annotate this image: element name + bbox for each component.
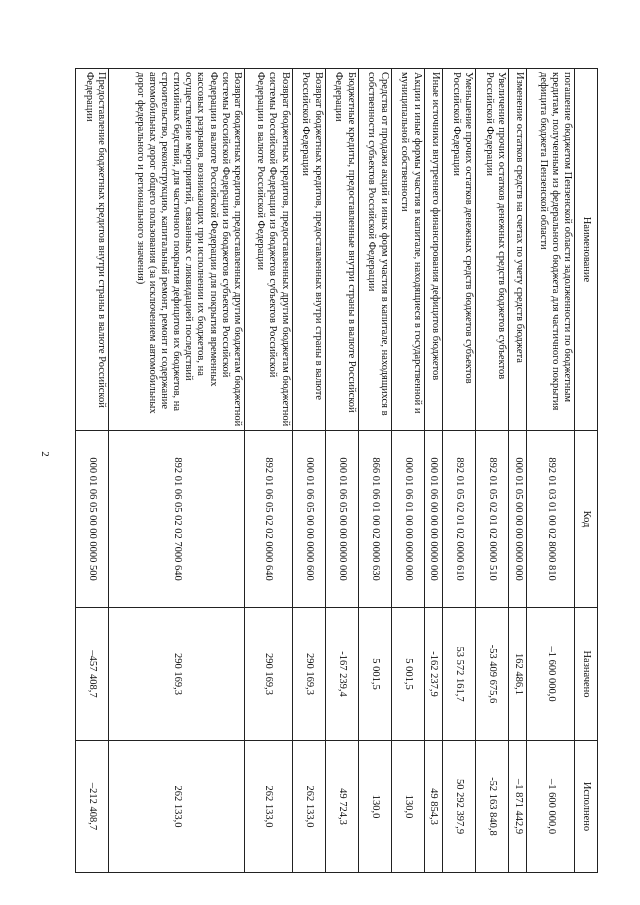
row-code: 892 01 06 05 02 02 0000 640 (244, 431, 292, 608)
row-executed: 49 724,3 (325, 741, 358, 873)
table-row (508, 69, 526, 873)
row-code: 866 01 06 01 00 02 0000 630 (358, 431, 391, 608)
row-code: 000 01 06 05 00 00 0000 000 (325, 431, 358, 608)
row-code: 892 01 06 05 02 02 7000 640 (109, 431, 245, 608)
row-executed: 130,0 (358, 741, 391, 873)
table-header-row (575, 69, 598, 873)
row-name: погашение бюджетом Пензенской области задолженности по бюджетным кредитам, полученным из федерального бюджета для частичного покрытия дефицита бюджета Пензенской области (527, 69, 575, 431)
row-code: 000 01 05 00 00 00 0000 000 (508, 431, 526, 608)
row-planned: -162 237,9 (424, 608, 442, 741)
budget-sources-table (75, 68, 598, 873)
row-planned: 290 169,3 (244, 608, 292, 741)
row-executed: 130,0 (391, 741, 424, 873)
row-executed: 262 133,0 (292, 741, 325, 873)
column-header-planned: Назначено (575, 608, 598, 741)
row-executed: 262 133,0 (244, 741, 292, 873)
row-executed: –1 600 000,0 (527, 741, 575, 873)
row-planned: -53 409 675,6 (475, 608, 508, 741)
row-executed: 50 292 397,9 (442, 741, 475, 873)
row-code: 892 01 05 02 01 02 0000 610 (442, 431, 475, 608)
table-row (527, 69, 575, 873)
row-name: Средства от продажи акций и иных форм участия в капитале, находящихся в собственности субъектов Российской Федерации (358, 69, 391, 431)
row-code: 892 01 03 01 00 02 8000 810 (527, 431, 575, 608)
column-header-name: Наименование (575, 69, 598, 431)
table-row (424, 69, 442, 873)
row-executed: –212 408,7 (76, 741, 109, 873)
row-planned: 53 572 161,7 (442, 608, 475, 741)
row-planned: 290 169,3 (109, 608, 245, 741)
row-code: 000 01 06 00 00 00 0000 000 (424, 431, 442, 608)
table-row (109, 69, 245, 873)
row-name: Бюджетные кредиты, предоставленные внутри страны в валюте Российской Федерации (325, 69, 358, 431)
row-planned: 162 486,1 (508, 608, 526, 741)
row-name: Возврат бюджетных кредитов, предоставленных другим бюджетам бюджетной системы Российской Федерации из бюджетов субъектов Российской Федерации в валюте Российской Федерации для покрытия временных кассовых разрывов, возникающих при исполнении их бюджетов, на осуществление мероприятий, связанных с ликвидацией последствий стихийных бедствий, для частичного покрытия дефицитов их бюджетов, на строительство, реконструкцию, капитальный ремонт, ремонт и содержание автомобильных дорог общего пользования (за исключением автомобильных дорог федерального и регионального значения) (109, 69, 245, 431)
row-name: Предоставление бюджетных кредитов внутри страны в валюте Российской Федерации (76, 69, 109, 431)
row-name: Возврат бюджетных кредитов, предоставленных другим бюджетам бюджетной системы Российской Федерации из бюджетов субъектов Российской Федерации в валюте Российской Федерации (244, 69, 292, 431)
budget-table-rotated (75, 68, 598, 872)
table-row (358, 69, 391, 873)
table-row (475, 69, 508, 873)
row-planned: 290 169,3 (292, 608, 325, 741)
row-name: Акции и иные формы участия в капитале, находящиеся в государственной и муниципальной собственности (391, 69, 424, 431)
column-header-executed: Исполнено (575, 741, 598, 873)
page-number: 2 (39, 451, 51, 457)
row-executed: –1 871 442,9 (508, 741, 526, 873)
row-name: Возврат бюджетных кредитов, предоставленных внутри страны в валюте Российской Федерации (292, 69, 325, 431)
table-row (244, 69, 292, 873)
row-name: Уменьшение прочих остатков денежных средств бюджетов субъектов Российской Федерации (442, 69, 475, 431)
column-header-code: Код (575, 431, 598, 608)
row-code: 000 01 06 05 00 00 0000 600 (292, 431, 325, 608)
row-executed: 262 133,0 (109, 741, 245, 873)
row-planned: 5 001,5 (358, 608, 391, 741)
table-row (391, 69, 424, 873)
row-executed: 49 854,3 (424, 741, 442, 873)
row-executed: -52 163 840,8 (475, 741, 508, 873)
row-name: Изменение остатков средств на счетах по учету средств бюджета (508, 69, 526, 431)
table-row (76, 69, 109, 873)
row-planned: –1 600 000,0 (527, 608, 575, 741)
row-name: Иные источники внутреннего финансирования дефицитов бюджетов (424, 69, 442, 431)
row-code: 892 01 05 02 01 02 0000 510 (475, 431, 508, 608)
table-row (292, 69, 325, 873)
row-planned: –457 408,7 (76, 608, 109, 741)
row-code: 000 01 06 05 00 00 0000 500 (76, 431, 109, 608)
table-row (325, 69, 358, 873)
row-planned: 5 001,5 (391, 608, 424, 741)
row-planned: -167 239,4 (325, 608, 358, 741)
row-name: Увеличение прочих остатков денежных средств бюджетов субъектов Российской Федерации (475, 69, 508, 431)
table-row (442, 69, 475, 873)
row-code: 000 01 06 01 00 00 0000 000 (391, 431, 424, 608)
